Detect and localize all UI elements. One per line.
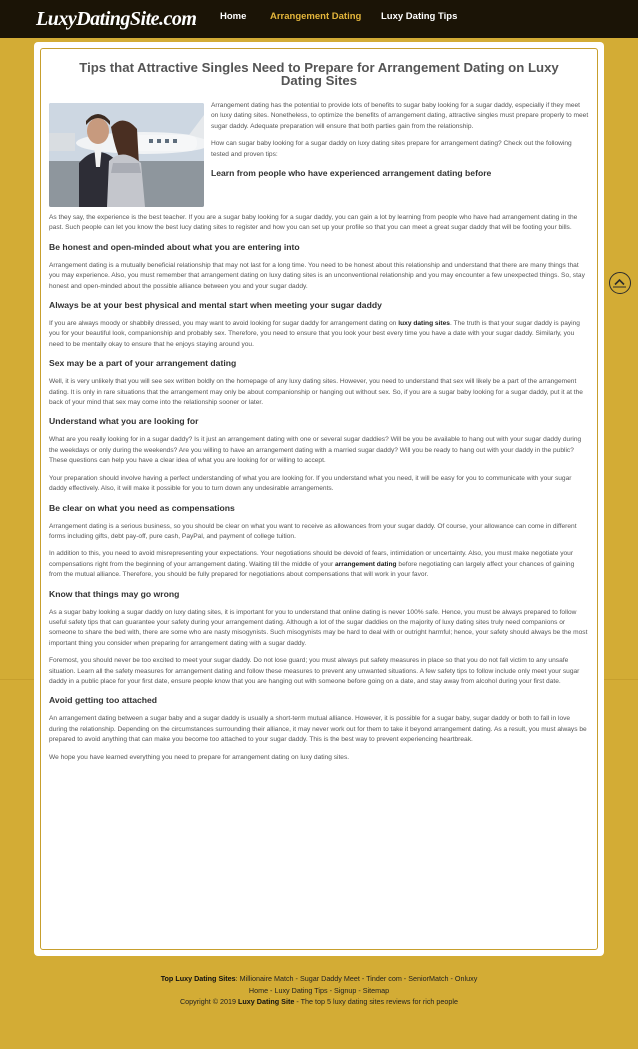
section-heading-understand: Understand what you are looking for (49, 416, 199, 427)
closing-paragraph: We hope you have learned everything you need to prepare for arrangement dating on luxy dating sites. (49, 753, 350, 761)
section-compensations-paragraph-1: Arrangement dating is a serious business, so you should be clear on what you want to receive as allowances from your sugar daddy. Of course, your allowance can come in different forms including gifts, debt pay-off, pure cash, PayPal, and payment of college tuition. (49, 522, 577, 540)
article-intro (49, 101, 589, 213)
footer-site-name[interactable]: Luxy Dating Site (238, 997, 295, 1007)
nav-home-link[interactable]: Home (220, 11, 247, 22)
scroll-to-top-button[interactable] (609, 272, 631, 294)
article-card-border (40, 48, 598, 950)
article-title: Tips that Attractive Singles Need to Prepare for Arrangement Dating on Luxy Dating Sites (79, 60, 559, 88)
section-compensations-paragraph-2: In addition to this, you need to avoid misrepresenting your expectations. Your negotiations should be devoid of fears, intimidation or uncertainty. Also, you must make negotiate your compensations right from the beginning of your arrangement dating. Waiting till the middle of your arrangement dating before negotiating can largely affect your chances of gaining from the mutual alliance. Therefore, you should be fully prepared for negotiations about compensations that will work in your favor. (49, 550, 575, 579)
main-nav (0, 11, 638, 27)
arrangement-dating-emphasis: arrangement dating (335, 560, 397, 568)
section-heading-wrong: Know that things may go wrong (49, 588, 180, 599)
footer-top-sites (0, 973, 638, 985)
section-heading-attached: Avoid getting too attached (49, 695, 158, 706)
section-heading-compensations: Be clear on what you need as compensations (49, 502, 235, 513)
section-understand-paragraph-1: What are you really looking for in a sugar daddy? Is it just an arrangement dating with one or several sugar daddies? Will be you be available to hang out with your sugar daddy during the weekdays or only during the weekends? Are you willing to have an arrangement dating with a married sugar daddy? Will you be ready to hang out with your daddy in the public? These questions can help you have a clear idea of what you are looking for or willing to accept. (49, 436, 582, 465)
footer-sites-label: Top Luxy Dating Sites (160, 974, 236, 983)
section-heading-physical: Always be at your best physical and mental start when meeting your sugar daddy (49, 300, 382, 311)
nav-luxy-dating-tips-link[interactable]: Luxy Dating Tips (381, 11, 458, 22)
couple-photo (49, 103, 204, 207)
footer-copyright: Copyright © 2019 Luxy Dating Site - The top 5 luxy dating sites reviews for rich people (179, 997, 459, 1007)
article-content (49, 62, 589, 770)
section-wrong-paragraph-2: Foremost, you should never be too excited to meet your sugar daddy. Do not lose guard; you must always put safety measures in place so that you do not fall victim to any unsafe situation. Learn all the safety measures for arrangement dating and follow these measures to prevent any unwanted situations. A few safety tips to follow include only meet your sugar daddy in a public place for your first date, ensure people know that you are hanging out with someone before going on a date, and stay away from alcohol during your first date. (49, 657, 580, 685)
section-wrong-paragraph-1: As a sugar baby looking a sugar daddy on luxy dating sites, it is important for you to understand that online dating is never 100% safe. Hence, you must be always prepared to follow useful safety tips that can guarantee your safety during your arrangement dating. Although a lot of the sugar daddies on the majority of luxy dating sites truly need companions or someone to share the bed with, there are some who are nasty misogynists. Such misogynists may be hard to deal with or outright harmful; hence, your safety should always be the most important thing you consider when preparing for arrangement dating with a sugar daddy. (49, 608, 588, 647)
section-understand-paragraph-2: Your preparation should involve having a perfect understanding of what you are looking for. If you understand what you need, it will be easy for you to communicate with your sugar daddy effectively. Also, it will make it possible for you to turn down any undesirable arrangements. (49, 474, 572, 493)
article-card (34, 42, 604, 956)
section-heading-learn: Learn from people who have experienced arrangement dating before (211, 168, 492, 179)
couple-jet-image (49, 103, 204, 207)
nav-arrangement-dating-link[interactable]: Arrangement Dating (270, 11, 362, 22)
section-heading-honest: Be honest and open-minded about what you are entering into (49, 241, 300, 252)
footer-links[interactable]: Home - Luxy Dating Tips - Signup - Sitemap (248, 985, 390, 995)
chevron-up-icon (610, 273, 629, 292)
section-physical-paragraph: If you are always moody or shabbily dressed, you may want to avoid looking for sugar daddy for arrangement dating on luxy dating sites. The truth is that your sugar daddy is paying you for your beautiful look, companionship and probably sex. Therefore, you need to ensure that you look your best every time you have a date with your sugar daddy. Similarly, you need to be mentally okay to ensure that he enjoys staying around you. (49, 320, 580, 348)
top-navigation-bar (0, 0, 638, 38)
section-attached-paragraph: An arrangement dating between a sugar baby and a sugar daddy is usually a short-term mutual alliance. However, it is possible for a sugar baby, sugar daddy or both to fall in love during the relationship. Depending on the circumstances surrounding their alliance, it may never work out for them to take it beyond arrangement dating. As a result, you must always be prepared to avoid anything that can make you become too attached to your sugar daddy. This is the best way to prevent experiencing heartbreak. (49, 715, 587, 744)
section-heading-sex: Sex may be a part of your arrangement dating (49, 358, 237, 369)
intro-paragraph-1: Arrangement dating has the potential to provide lots of benefits to sugar baby looking for a sugar daddy, especially if they meet on luxy dating sites. Nonetheless, to optimize the benefits of arrangement dating, attractive singles must prepare properly to meet sugar daddy. Adequate preparation will ensure that both parties gain from the relationship. (211, 102, 589, 130)
site-logo[interactable]: LuxyDatingSite.com (36, 8, 197, 30)
footer-sites-links[interactable]: : Millionaire Match - Sugar Daddy Meet - Tinder com - SeniorMatch - Onluxy (235, 974, 478, 983)
section-sex-paragraph: Well, it is very unlikely that you will see sex written boldly on the homepage of any luxy dating sites. However, you need to understand that sex will likely be a part of the arrangement dating. It is only in rare situations that the arrangement may only be about companionship or hanging out without sex. So, if you are a sugar baby looking for a sugar daddy, put it at the back of your mind that sex may come into the relationship sooner or later. (49, 378, 583, 407)
site-footer (0, 973, 638, 1008)
section-honest-paragraph: Arrangement dating is a mutually beneficial relationship that may not last for a long time. You need to be honest about this relationship and understand that there are many things that you may experience. Also, you must remember that arrangement dating on luxy dating sites is an unconventional relationship and you may encounter a few unexpected things. So, stay honest and open-minded about the possible alliance between you and your sugar daddy. (49, 261, 585, 290)
luxy-dating-sites-emphasis: luxy dating sites (398, 320, 450, 328)
section-learn-paragraph: As they say, the experience is the best teacher. If you are a sugar baby looking for a sugar daddy, you can gain a lot by learning from people who have had arrangement dating in the past. Such people can let you know the best lucy dating sites to register and how you can set up your profile so that you can meet a great sugar daddy that will be footing your bills. (49, 214, 578, 232)
intro-paragraph-2: How can sugar baby looking for a sugar daddy on luxy dating sites prepare for arrangement dating? Check out the following tested and proven tips: (211, 140, 572, 158)
